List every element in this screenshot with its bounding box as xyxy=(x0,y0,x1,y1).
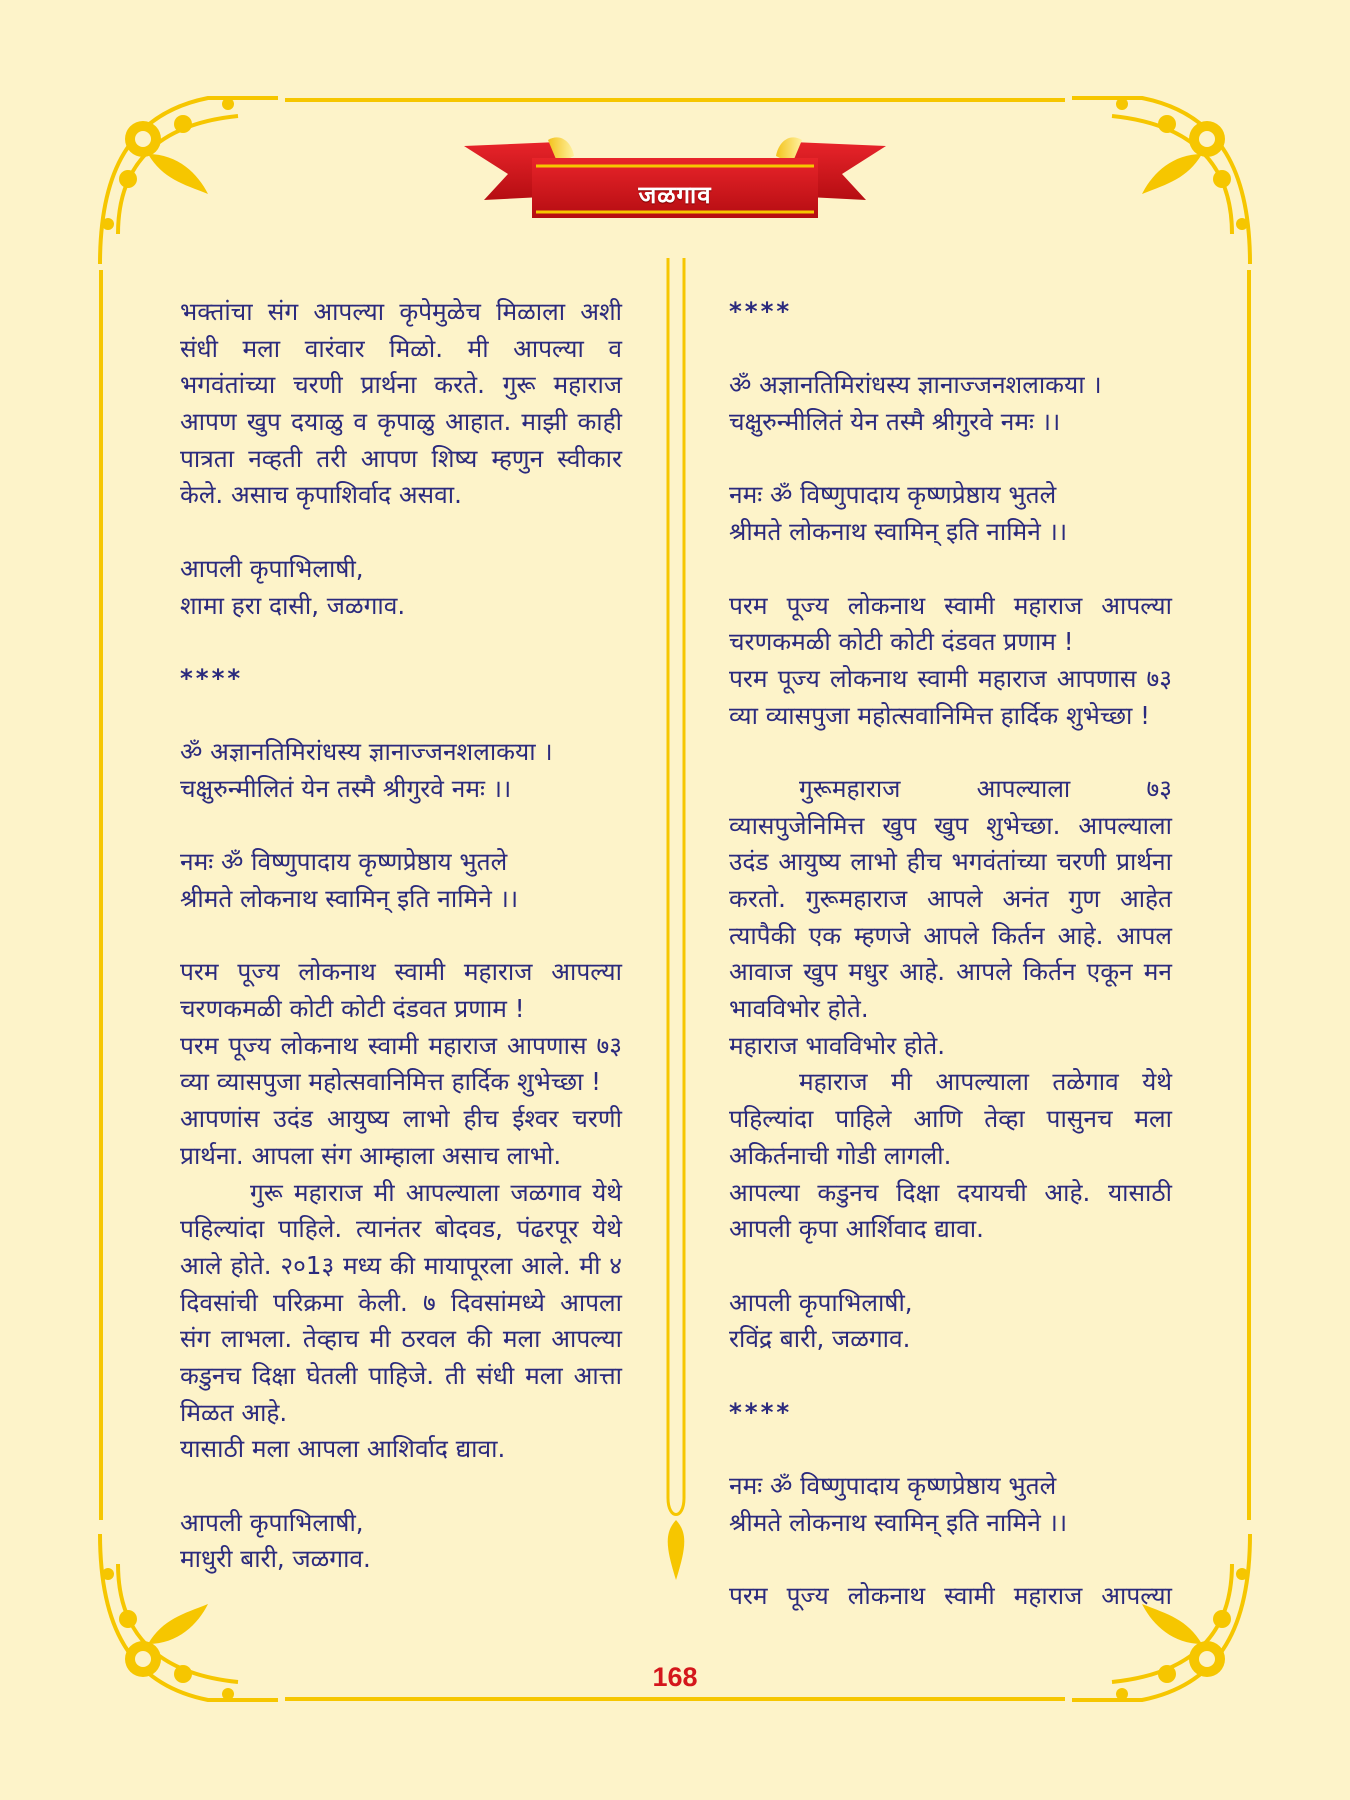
corner-ornament-top-right xyxy=(1072,84,1262,274)
text-line: ॐ अज्ञानतिमिरांधस्य ज्ञानाज्जनशलाकया । xyxy=(180,737,553,767)
text-block xyxy=(729,771,1172,1248)
section-separator: **** xyxy=(729,1397,793,1427)
text-block xyxy=(180,1505,622,1578)
text-block xyxy=(729,1285,1172,1358)
text-line: गुरू महाराज मी आपल्याला जळगाव येथे xyxy=(250,1177,622,1207)
text-line: व्यासपुजेनिमित्त खुप खुप शुभेच्छा. आपल्याला xyxy=(729,810,1172,840)
text-line: प्रार्थना. आपला संग आम्हाला असाच लाभो. xyxy=(180,1140,562,1170)
text-block xyxy=(729,1578,1172,1615)
text-line: पहिल्यांदा पाहिले आणि तेव्हा पासुनच मला xyxy=(729,1104,1172,1134)
text-line: महाराज भावविभोर होते. xyxy=(729,1030,945,1060)
text-block xyxy=(729,367,1172,440)
text-line: परम पूज्य लोकनाथ स्वामी महाराज आपणास ७३ xyxy=(180,1030,622,1060)
text-block xyxy=(729,477,1172,550)
text-line: दिवसांची परिक्रमा केली. ७ दिवसांमध्ये आपला xyxy=(180,1287,622,1317)
text-line: भावविभोर होते. xyxy=(729,994,869,1024)
text-line: यासाठी मला आपला आशिर्वाद द्यावा. xyxy=(180,1434,506,1464)
text-block xyxy=(180,294,622,514)
text-line: महाराज मी आपल्याला तळेगाव येथे xyxy=(799,1067,1172,1097)
text-line: माधुरी बारी, जळगाव. xyxy=(180,1544,371,1574)
text-line: आपली कृपा आर्शिवाद द्यावा. xyxy=(729,1214,984,1244)
text-line: आपण खुप दयाळु व कृपाळु आहात. माझी काही xyxy=(180,407,622,437)
text-line: श्रीमते लोकनाथ स्वामिन् इति नामिने ।। xyxy=(729,517,1068,547)
text-line: नमः ॐ विष्णुपादाय कृष्णप्रेष्ठाय भुतले xyxy=(180,847,508,877)
text-line: अकिर्तनाची गोडी लागली. xyxy=(729,1140,952,1170)
text-line: आपली कृपाभिलाषी, xyxy=(729,1287,913,1317)
text-line: ॐ अज्ञानतिमिरांधस्य ज्ञानाज्जनशलाकया । xyxy=(729,370,1102,400)
corner-ornament-top-left xyxy=(88,84,278,274)
text-line: आपणांस उदंड आयुष्य लाभो हीच ईश्वर चरणी xyxy=(180,1104,622,1134)
text-line: चक्षुरुन्मीलितं येन तस्मै श्रीगुरवे नमः ।। xyxy=(729,407,1061,437)
text-line: भक्तांचा संग आपल्या कृपेमुळेच मिळाला अशी xyxy=(180,297,622,326)
text-line: करतो. गुरूमहाराज आपले अनंत गुण आहेत xyxy=(729,884,1172,913)
border-bottom xyxy=(285,1697,1065,1701)
right-column xyxy=(729,294,1172,1651)
text-line: नमः ॐ विष्णुपादाय कृष्णप्रेष्ठाय भुतले xyxy=(729,1471,1057,1500)
text-line: संग लाभला. तेव्हाच मी ठरवल की मला आपल्या xyxy=(180,1324,622,1354)
text-line: परम पूज्य लोकनाथ स्वामी महाराज आपल्या xyxy=(180,957,622,987)
section-separator: **** xyxy=(729,297,793,326)
text-block xyxy=(729,294,1172,331)
text-line: श्रीमते लोकनाथ स्वामिन् इति नामिने ।। xyxy=(180,884,519,913)
text-line: संधी मला वारंवार मिळो. मी आपल्या व xyxy=(180,333,622,363)
left-column xyxy=(180,294,622,1615)
text-line: रविंद्र बारी, जळगाव. xyxy=(729,1324,911,1354)
text-block xyxy=(729,588,1172,735)
text-line: श्रीमते लोकनाथ स्वामिन् इति नामिने ।। xyxy=(729,1507,1068,1537)
text-line: आपली कृपाभिलाषी, xyxy=(180,1507,364,1537)
text-block xyxy=(729,1468,1172,1541)
text-line: व्या व्यासपुजा महोत्सवानिमित्त हार्दिक शुभेच्छा ! xyxy=(180,1067,601,1097)
text-line: पहिल्यांदा पाहिले. त्यानंतर बोदवड, पंढरपूर येथे xyxy=(180,1214,622,1244)
border-top xyxy=(285,98,1065,102)
page-title: जळगाव xyxy=(638,181,712,209)
text-line: व्या व्यासपुजा महोत्सवानिमित्त हार्दिक शुभेच्छा ! xyxy=(729,700,1150,730)
border-right xyxy=(1247,270,1251,1520)
text-line: आले होते. २०1३ मध्य की मायापूरला आले. मी ४ xyxy=(180,1250,622,1280)
text-block xyxy=(180,551,622,624)
page-number: 168 xyxy=(652,1662,698,1692)
text-line: आपल्या कडुनच दिक्षा दयायची आहे. यासाठी xyxy=(729,1177,1172,1207)
text-line: त्यापैकी एक म्हणजे आपले किर्तन आहे. आपल xyxy=(729,920,1172,950)
border-left xyxy=(99,270,103,1520)
text-line: परम पूज्य लोकनाथ स्वामी महाराज आपल्या xyxy=(729,1581,1172,1611)
text-line: मिळत आहे. xyxy=(180,1397,288,1427)
text-line: आवाज खुप मधुर आहे. आपले किर्तन एकून मन xyxy=(729,957,1172,987)
text-block xyxy=(180,734,622,807)
text-block xyxy=(180,661,622,698)
text-line: चरणकमळी कोटी कोटी दंडवत प्रणाम ! xyxy=(729,627,1074,657)
section-separator: **** xyxy=(180,663,244,693)
text-block xyxy=(180,844,622,917)
text-line: कडुनच दिक्षा घेतली पाहिजे. ती संधी मला आत्ता xyxy=(180,1360,622,1390)
text-line: उदंड आयुष्य लाभो हीच भगवंतांच्या चरणी प्रार्थना xyxy=(729,847,1172,877)
text-line: नमः ॐ विष्णुपादाय कृष्णप्रेष्ठाय भुतले xyxy=(729,480,1057,510)
text-line: पात्रता नव्हती तरी आपण शिष्य म्हणुन स्वीकार xyxy=(180,443,622,473)
text-line: शामा हरा दासी, जळगाव. xyxy=(180,590,406,620)
text-line: परम पूज्य लोकनाथ स्वामी महाराज आपल्या xyxy=(729,590,1172,620)
text-block xyxy=(729,1395,1172,1432)
text-line: भगवंतांच्या चरणी प्रार्थना करते. गुरू महाराज xyxy=(180,370,622,400)
text-line: चक्षुरुन्मीलितं येन तस्मै श्रीगुरवे नमः ।। xyxy=(180,773,512,803)
text-line: केले. असाच कृपाशिर्वाद असवा. xyxy=(180,480,462,510)
text-block xyxy=(180,954,622,1468)
text-line: चरणकमळी कोटी कोटी दंडवत प्रणाम ! xyxy=(180,994,525,1024)
column-divider xyxy=(660,258,692,1588)
text-line: परम पूज्य लोकनाथ स्वामी महाराज आपणास ७३ xyxy=(729,663,1172,693)
text-line: गुरूमहाराज आपल्याला ७३ xyxy=(799,773,1172,803)
text-line: आपली कृपाभिलाषी, xyxy=(180,553,364,583)
